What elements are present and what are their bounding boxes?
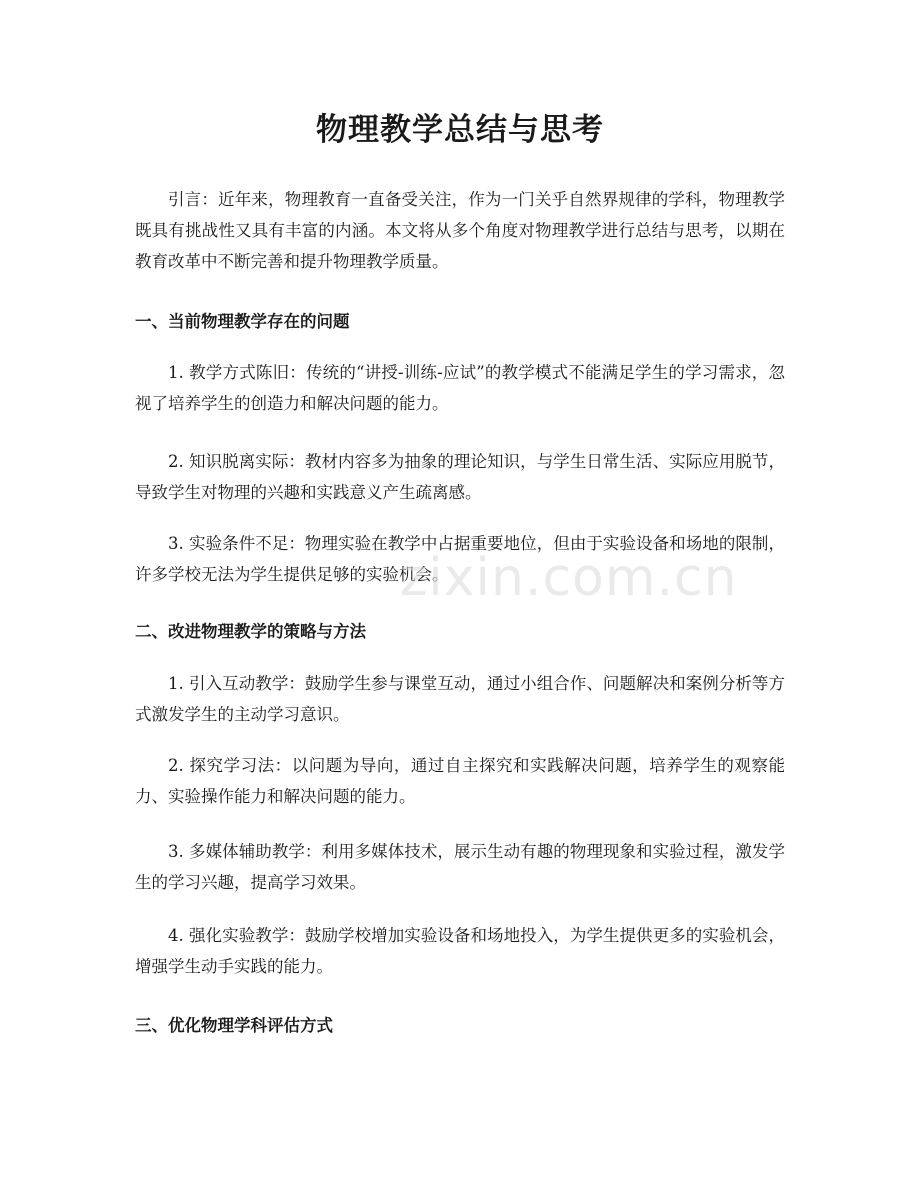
watermark-text: zixin.com.cn [400, 548, 738, 608]
section-2-item-1: 1. 引入互动教学：鼓励学生参与课堂互动，通过小组合作、问题解决和案例分析等方式激发学生的主动学习意识。 [135, 674, 785, 724]
section-2-item-4: 4. 强化实验教学：鼓励学校增加实验设备和场地投入，为学生提供更多的实验机会，增强学生动手实践的能力。 [135, 926, 785, 976]
section-1-item-2: 2. 知识脱离实际：教材内容多为抽象的理论知识，与学生日常生活、实际应用脱节，导致学生对物理的兴趣和实践意义产生疏离感。 [135, 452, 785, 502]
section-1-item-3: 3. 实验条件不足：物理实验在教学中占据重要地位，但由于实验设备和场地的限制，许多学校无法为学生提供足够的实验机会。 [135, 534, 785, 584]
section-2-item-2: 2. 探究学习法：以问题为导向，通过自主探究和实践解决问题，培养学生的观察能力、实验操作能力和解决问题的能力。 [135, 756, 785, 806]
section-heading-2: 二、改进物理教学的策略与方法 [135, 622, 366, 641]
intro-paragraph: 引言：近年来，物理教育一直备受关注，作为一门关乎自然界规律的学科，物理教学既具有挑战性又具有丰富的内涵。本文将从多个角度对物理教学进行总结与思考，以期在教育改革中不断完善和提升物理教学质量。 [135, 190, 785, 271]
section-heading-3: 三、优化物理学科评估方式 [135, 1016, 333, 1035]
section-1-item-1: 1. 教学方式陈旧：传统的“讲授-训练-应试”的教学模式不能满足学生的学习需求，忽视了培养学生的创造力和解决问题的能力。 [135, 363, 785, 413]
section-heading-1: 一、当前物理教学存在的问题 [135, 312, 350, 331]
section-2-item-3: 3. 多媒体辅助教学：利用多媒体技术，展示生动有趣的物理现象和实验过程，激发学生的学习兴趣，提高学习效果。 [135, 842, 785, 892]
document-title: 物理教学总结与思考 [316, 112, 604, 148]
